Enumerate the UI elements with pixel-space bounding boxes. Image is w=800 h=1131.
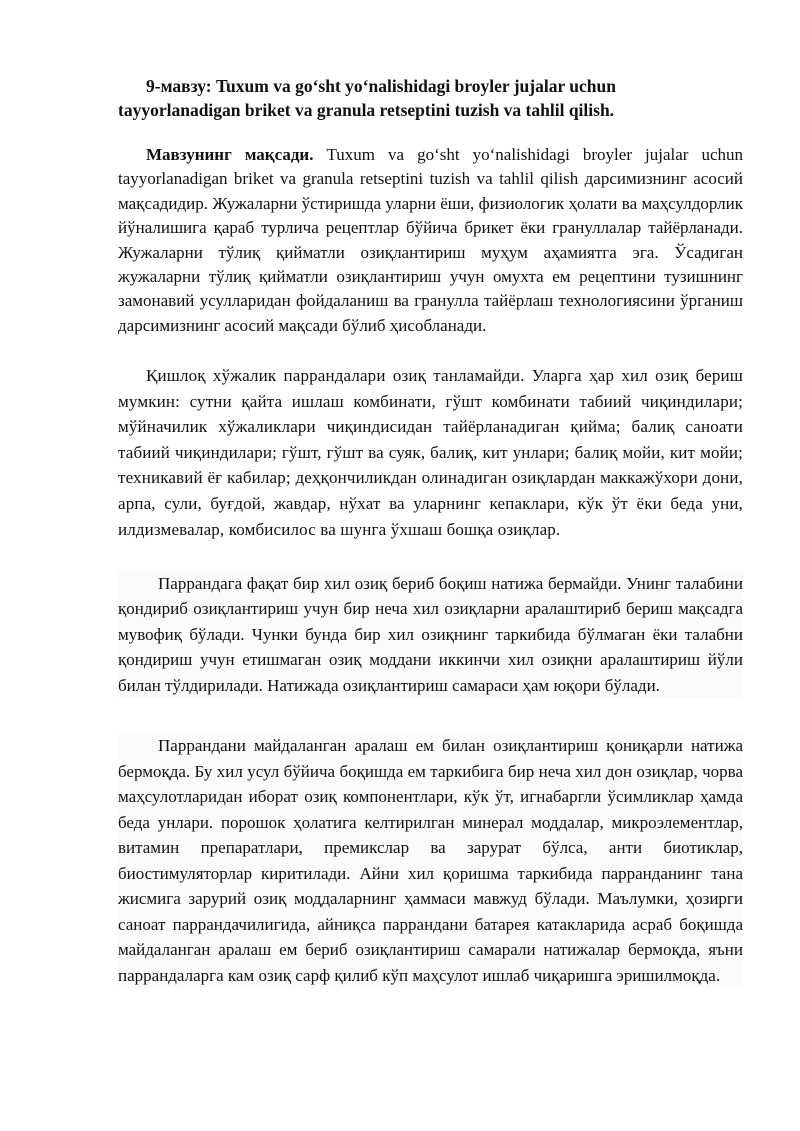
goal-heading: Мавзунинг мақсади. bbox=[146, 145, 314, 164]
paragraph-feed-types: Қишлоқ хўжалик паррандалари озиқ танламайди. Уларга ҳар хил озиқ бериш мумкин: сутни қайта ишлаш комбинати, гўшт комбинати табиий чиқиндилари; мўйначилик хўжаликлари чиқиндисидан тайёрланадиган қийма; балиқ саноати табиий чиқиндилари; гўшт, гўшт ва суяк, балиқ, кит унлари; балиқ мойи, кит мойи; техникавий ёғ кабилар; деҳқончиликдан олинадиган озиқлардан маккажўхори дони, арпа, сули, буғдой, жавдар, нўхат ва уларнинг кепаклари, кўк ўт ёки беда уни, илдизмевалар, комбисилос ва шунга ўхшаш бошқа озиқлар. bbox=[118, 366, 743, 539]
paragraph-mixed-feeding: Паррандага фақат бир хил озиқ бериб боқиш натижа бермайди. Унинг талабини қондириб озиқлантириш учун бир неча хил озиқларни аралаштириб бериш мақсадга мувофиқ бўлади. Чунки бунда бир хил озиқнинг таркибида бўлмаган ёки талабни қондириш учун етишмаган озиқ моддани иккинчи хил озиқни аралаштириш йўли билан тўлдирилади. Натижада озиқлантириш самараси ҳам юқори бўлади. bbox=[118, 571, 743, 698]
goal-text: Tuxum va go‘sht yo‘nalishidagi broyler jujalar uchun tayyorlanadigan briket va granula retseptini tuzish va tahlil qilish дарсимизнинг асосий мақсадидир. Жужаларни ўстиришда уларни ёши, физиологик ҳолати ва маҳсулдорлик йўналишига қараб турлича рецептлар бўйича брикет ёки грануллалар тайёрланади. Жужаларни тўлиқ қийматли озиқлантириш муҳум аҳамиятга эга. Ўсадиган жужаларни тўлиқ қийматли озиқлантириш учун омухта ем рецептини тузишнинг замонавий усулларидан фойдаланиш ва гранулла тайёрлаш технологиясини ўрганиш дарсимизнинг асосий мақсади бўлиб ҳисобланади. bbox=[118, 145, 743, 335]
paragraph-ground-feed: Паррандани майдаланган аралаш ем билан озиқлантириш қониқарли натижа бермоқда. Бу хил усул бўйича боқишда ем таркибига бир неча хил дон озиқлар, чорва маҳсулотларидан иборат озиқ компонентлари, кўк ўт, игнабаргли ўсимликлар ҳамда беда унлари. порошок ҳолатига келтирилган минерал моддалар, микроэлементлар, витамин препаратлари, премикслар ва зарурат бўлса, анти биотиклар, биостимуляторлар киритилади. Айни хил қоришма таркибида парранданинг тана жисмига зарурий озиқ моддаларнинг ҳаммаси мавжуд бўлади. Маълумки, ҳозирги саноат паррандачилигида, айниқса паррандани батарея катакларида асраб боқишда майдаланган аралаш ем бериб озиқлантириш самарали натижалар бермоқда, яъни паррандаларга кам озиқ сарф қилиб кўп маҳсулот ишлаб чиқаришга эришилмоқда. bbox=[118, 733, 743, 988]
paragraph-goal bbox=[118, 143, 743, 338]
document-title: 9-мавзу: Tuxum va go‘sht yo‘nalishidagi broyler jujalar uchun tayyorlanadigan briket va granula retseptini tuzish va tahlil qilish. bbox=[118, 76, 616, 120]
